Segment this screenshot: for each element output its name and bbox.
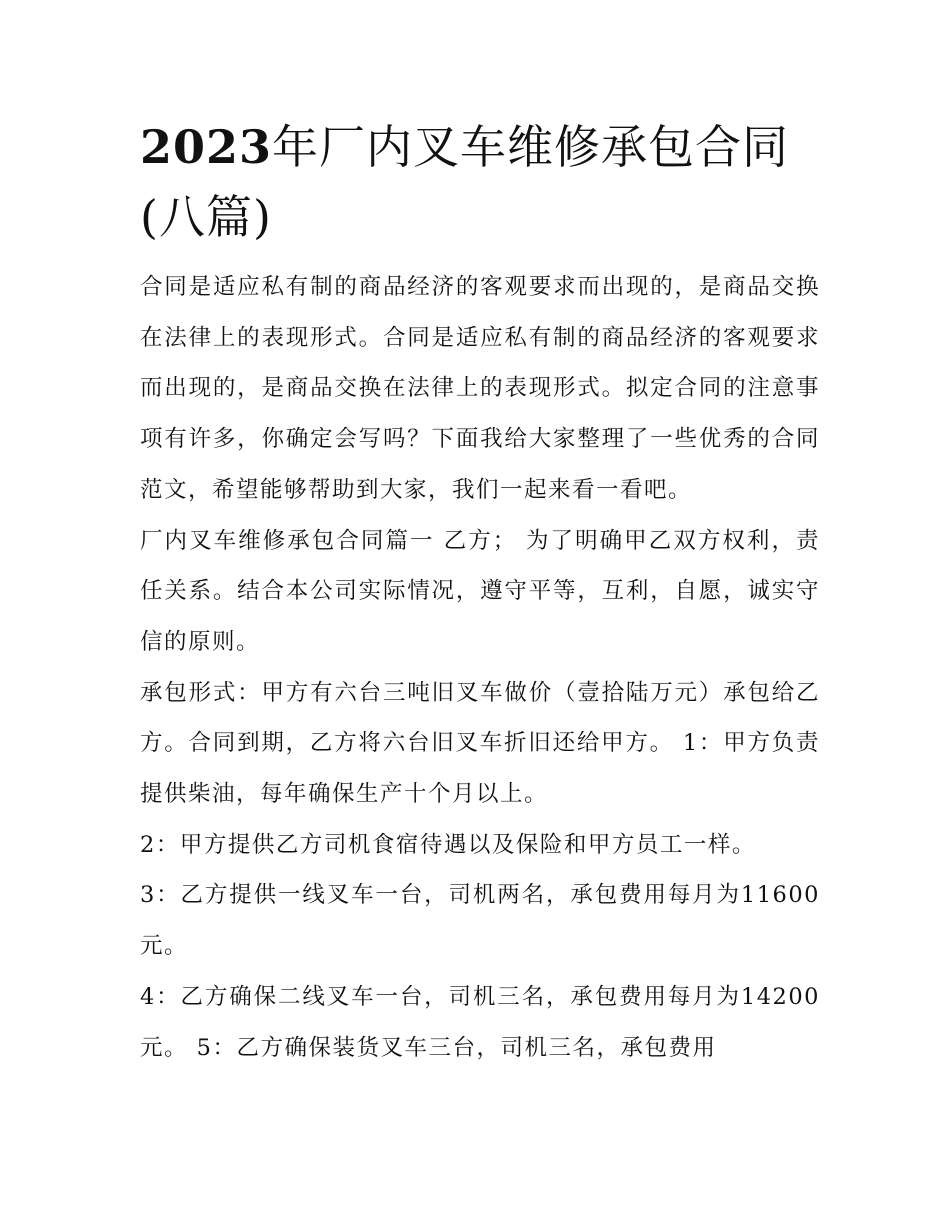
document-content [140,112,820,1073]
paragraph-intro: 合同是适应私有制的商品经济的客观要求而出现的，是商品交换在法律上的表现形式。合同是适应私有制的商品经济的客观要求而出现的，是商品交换在法律上的表现形式。拟定合同的注意事项有许多，你确定会写吗？下面我给大家整理了一些优秀的合同范文，希望能够帮助到大家，我们一起来看一看吧。 [140,274,820,503]
paragraph-item-2: 2：甲方提供乙方司机食宿待遇以及保险和甲方员工一样。 [140,831,756,858]
document-body [140,262,820,1073]
paragraph-contract-form: 承包形式：甲方有六台三吨旧叉车做价（壹拾陆万元）承包给乙方。合同到期，乙方将六台旧叉车折旧还给甲方。 1：甲方负责提供柴油，每年确保生产十个月以上。 [140,679,820,808]
paragraph-item-4: 4：乙方确保二线叉车一台，司机三名，承包费用每月为14200元。 5：乙方确保装货叉车三台，司机三名，承包费用 [140,983,820,1061]
document-title [140,112,820,252]
title-text: 年厂内叉车维修承包合同(八篇) [140,120,790,244]
paragraph-contract-one: 厂内叉车维修承包合同篇一 乙方； 为了明确甲乙双方权利，责任关系。结合本公司实际情况，遵守平等，互利，自愿，诚实守信的原则。 [140,527,820,655]
title-year: 2023 [140,120,273,174]
paragraph-item-3: 3：乙方提供一线叉车一台，司机两名，承包费用每月为11600元。 [140,882,820,960]
